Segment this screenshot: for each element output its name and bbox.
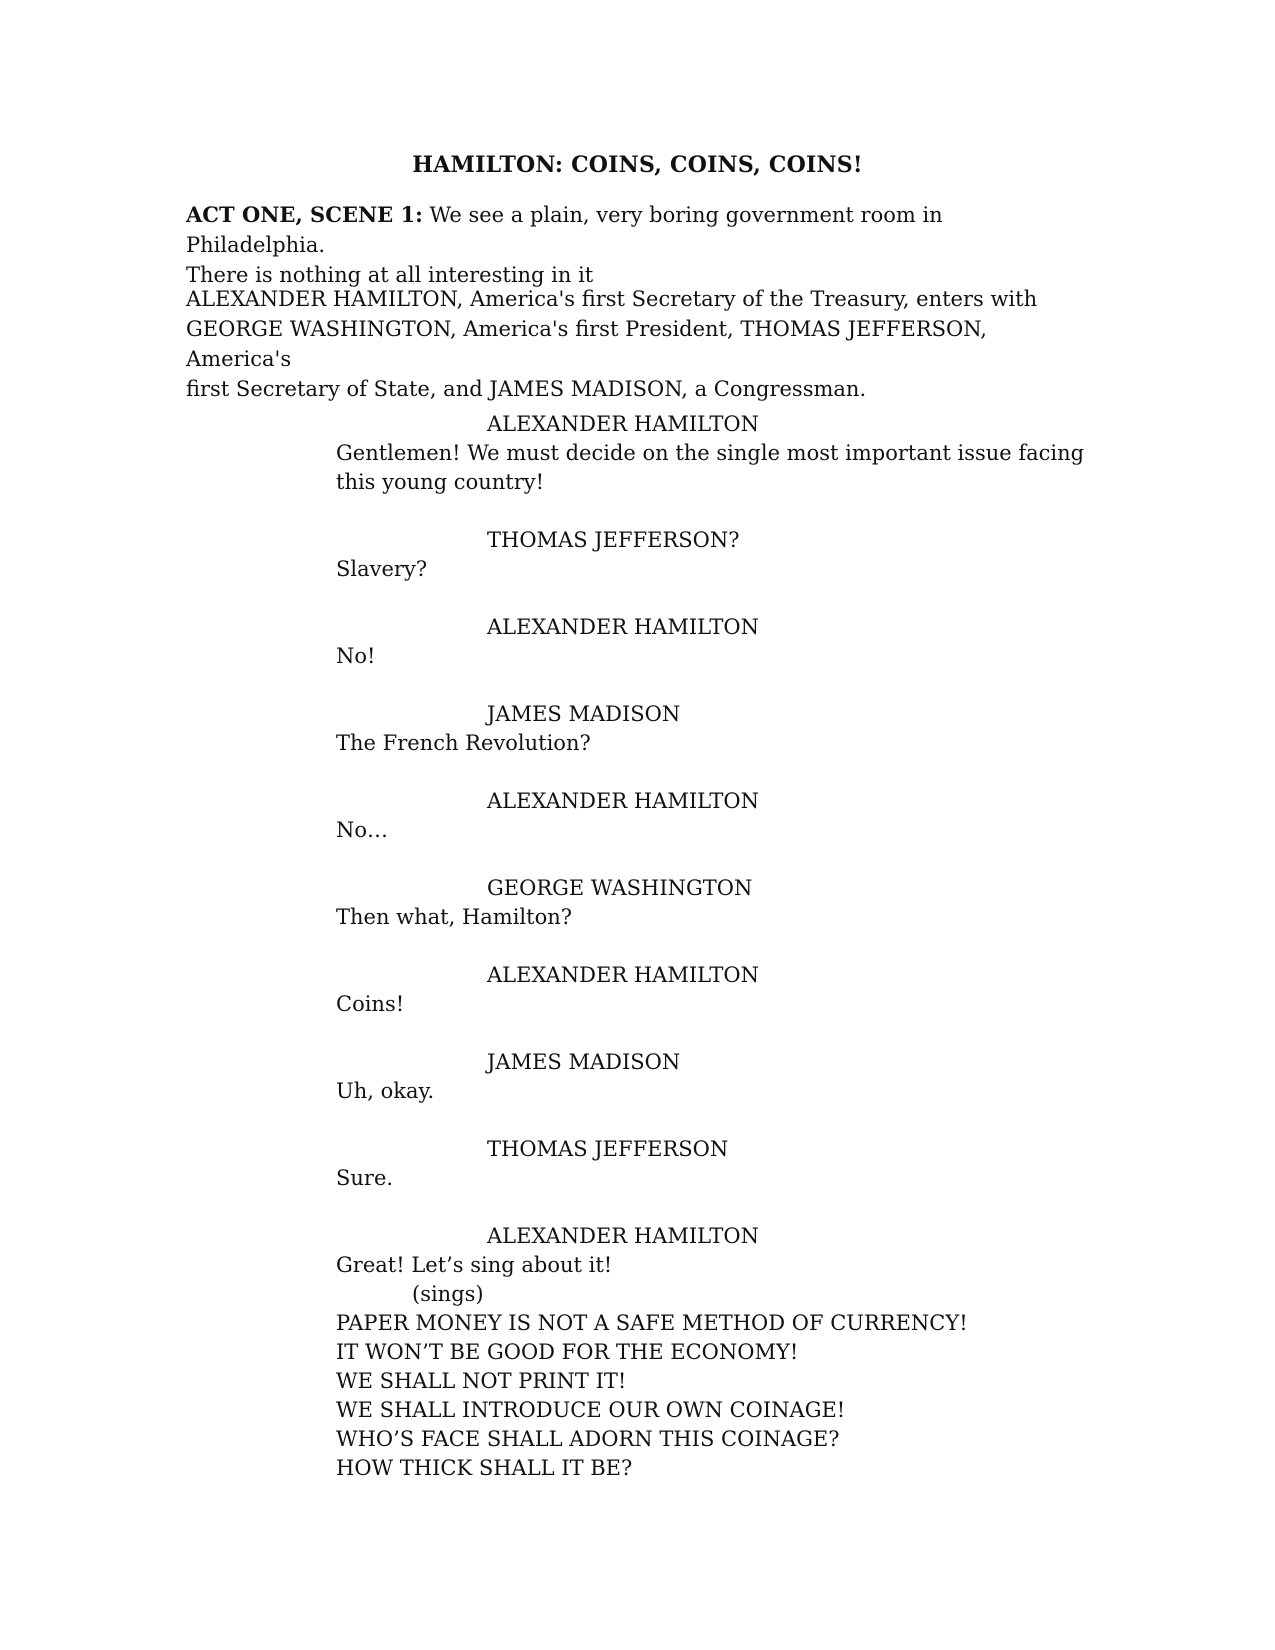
speech-line: Coins!: [336, 992, 405, 1016]
speaker-name: JAMES MADISON: [487, 1050, 681, 1074]
stage-direction-line: GEORGE WASHINGTON, America's first President, THOMAS JEFFERSON, America's: [186, 317, 987, 371]
speech-line: Sure.: [336, 1166, 394, 1190]
speech-line: this young country!: [336, 470, 545, 494]
speech-block: [336, 700, 1096, 758]
speech-line: Then what, Hamilton?: [336, 905, 573, 929]
scene-heading: [186, 200, 1086, 290]
speech-line: No…: [336, 818, 389, 842]
sung-line: WHO’S FACE SHALL ADORN THIS COINAGE?: [336, 1427, 840, 1451]
stage-direction-line: ALEXANDER HAMILTON, America's first Secretary of the Treasury, enters with: [186, 287, 1038, 311]
speaker-name: ALEXANDER HAMILTON: [487, 615, 759, 639]
sung-line: WE SHALL INTRODUCE OUR OWN COINAGE!: [336, 1398, 846, 1422]
sung-line: WE SHALL NOT PRINT IT!: [336, 1369, 627, 1393]
stage-direction: [186, 284, 1086, 404]
speech-line: Uh, okay.: [336, 1079, 435, 1103]
sung-line: IT WON’T BE GOOD FOR THE ECONOMY!: [336, 1340, 799, 1364]
speech-line: Great! Let’s sing about it!: [336, 1253, 613, 1277]
scene-label: ACT ONE, SCENE 1:: [186, 202, 423, 227]
speaker-name: ALEXANDER HAMILTON: [487, 963, 759, 987]
stage-direction-line: first Secretary of State, and JAMES MADISON, a Congressman.: [186, 377, 867, 401]
speaker-name: THOMAS JEFFERSON: [487, 1137, 729, 1161]
speech-line: Slavery?: [336, 557, 428, 581]
speaker-name: ALEXANDER HAMILTON: [487, 1224, 759, 1248]
speaker-name: JAMES MADISON: [487, 702, 681, 726]
speech-line: The French Revolution?: [336, 731, 591, 755]
sung-line: HOW THICK SHALL IT BE?: [336, 1456, 633, 1480]
speech-block: [336, 613, 1096, 671]
scene-description-1: We see a plain, very boring government room in Philadelphia.: [186, 203, 943, 257]
speech-block: [336, 787, 1096, 845]
speech-line: No!: [336, 644, 376, 668]
speaker-name: GEORGE WASHINGTON: [487, 876, 753, 900]
scene-description-2: There is nothing at all interesting in it: [186, 263, 594, 287]
script-title: HAMILTON: COINS, COINS, COINS!: [412, 152, 863, 178]
speech-line: Gentlemen! We must decide on the single most important issue facing: [336, 441, 1085, 465]
speaker-name: ALEXANDER HAMILTON: [487, 789, 759, 813]
scene-heading-line-1: [186, 200, 1086, 260]
speech-block: [336, 410, 1096, 497]
parenthetical: (sings): [412, 1282, 484, 1306]
speaker-name: ALEXANDER HAMILTON: [487, 412, 759, 436]
speech-block: [336, 1222, 1096, 1483]
speech-block: [336, 1135, 1096, 1193]
dialogue: [336, 410, 1096, 1512]
speech-block: [336, 961, 1096, 1019]
speaker-name: THOMAS JEFFERSON?: [487, 528, 740, 552]
speech-block: [336, 1048, 1096, 1106]
speech-block: [336, 874, 1096, 932]
sung-line: PAPER MONEY IS NOT A SAFE METHOD OF CURRENCY!: [336, 1311, 968, 1335]
speech-block: [336, 526, 1096, 584]
